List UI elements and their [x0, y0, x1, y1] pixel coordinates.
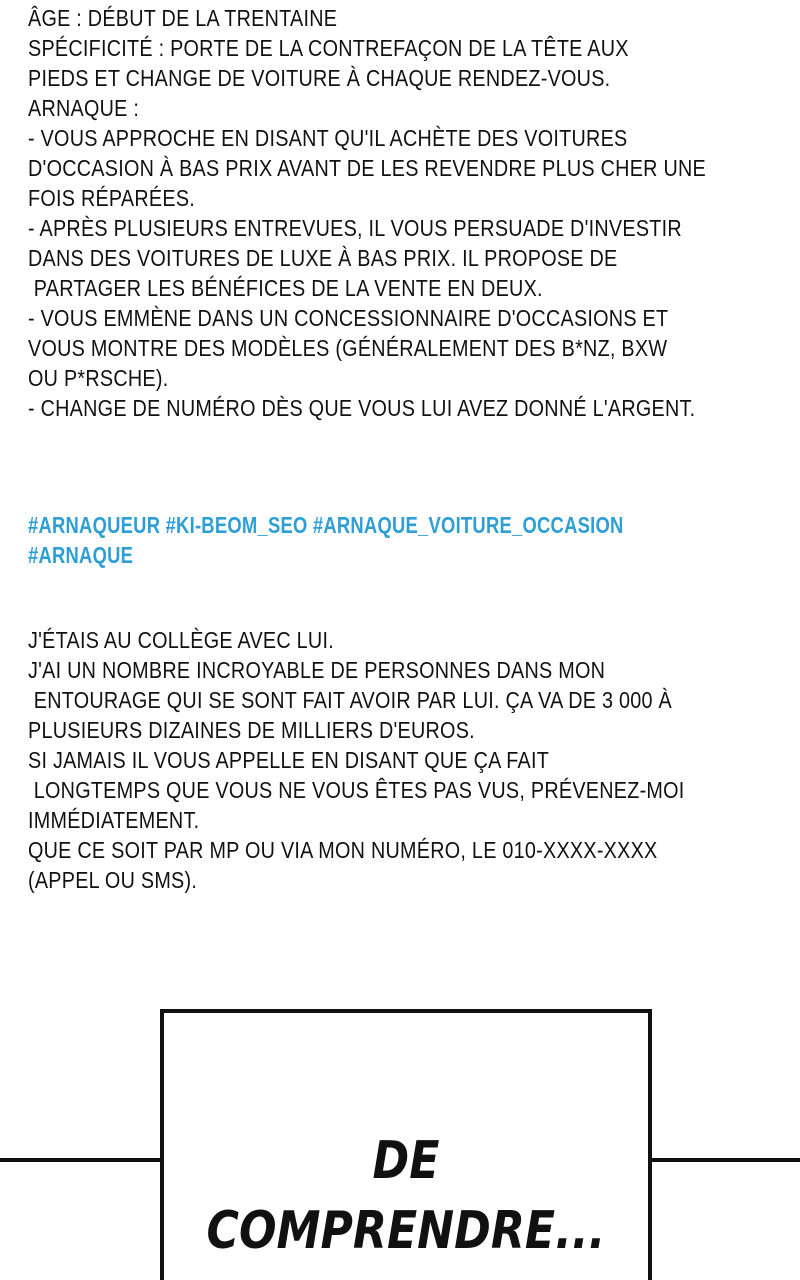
- text-line: - VOUS EMMÈNE DANS UN CONCESSIONNAIRE D'OCCASIONS ET: [28, 305, 669, 331]
- text-line: VOUS MONTRE DES MODÈLES (GÉNÉRALEMENT DES B*NZ, BXW: [28, 335, 668, 361]
- text-line: - VOUS APPROCHE EN DISANT QU'IL ACHÈTE DES VOITURES: [28, 125, 628, 151]
- text-line: (APPEL OU SMS).: [28, 867, 198, 893]
- text-line: ARNAQUE :: [28, 95, 140, 121]
- hashtag-line[interactable]: #ARNAQUEUR #KI-BEOM_SEO #ARNAQUE_VOITURE_OCCASION: [28, 512, 624, 538]
- panel-line-left: [0, 1158, 162, 1162]
- text-line: DANS DES VOITURES DE LUXE À BAS PRIX. IL PROPOSE DE: [28, 245, 618, 271]
- caption-line-2: COMPRENDRE...: [206, 1201, 606, 1261]
- hashtag-line[interactable]: #ARNAQUE: [28, 542, 134, 568]
- text-line: ÂGE : DÉBUT DE LA TRENTAINE: [28, 5, 338, 31]
- text-line: PLUSIEURS DIZAINES DE MILLIERS D'EUROS.: [28, 717, 475, 743]
- text-line: - APRÈS PLUSIEURS ENTREVUES, IL VOUS PERSUADE D'INVESTIR: [28, 215, 682, 241]
- caption-box: [160, 1009, 652, 1280]
- text-line: FOIS RÉPARÉES.: [28, 185, 196, 211]
- text-line: SI JAMAIS IL VOUS APPELLE EN DISANT QUE ÇA FAIT: [28, 747, 550, 773]
- text-line: SPÉCIFICITÉ : PORTE DE LA CONTREFAÇON DE LA TÊTE AUX: [28, 35, 629, 61]
- text-line: IMMÉDIATEMENT.: [28, 807, 200, 833]
- text-line: ENTOURAGE QUI SE SONT FAIT AVOIR PAR LUI. ÇA VA DE 3 000 À: [28, 687, 672, 713]
- text-line: QUE CE SOIT PAR MP OU VIA MON NUMÉRO, LE 010-XXXX-XXXX: [28, 837, 658, 863]
- text-line: D'OCCASION À BAS PRIX AVANT DE LES REVENDRE PLUS CHER UNE: [28, 155, 706, 181]
- text-line: - CHANGE DE NUMÉRO DÈS QUE VOUS LUI AVEZ DONNÉ L'ARGENT.: [28, 395, 696, 421]
- text-line: OU P*RSCHE).: [28, 365, 169, 391]
- text-line: J'ÉTAIS AU COLLÈGE AVEC LUI.: [28, 627, 334, 653]
- caption-line-1: DE: [372, 1131, 440, 1191]
- text-line: PIEDS ET CHANGE DE VOITURE À CHAQUE RENDEZ-VOUS.: [28, 65, 611, 91]
- text-line: PARTAGER LES BÉNÉFICES DE LA VENTE EN DEUX.: [28, 275, 543, 301]
- text-line: J'AI UN NOMBRE INCROYABLE DE PERSONNES DANS MON: [28, 657, 606, 683]
- text-line: LONGTEMPS QUE VOUS NE VOUS ÊTES PAS VUS, PRÉVENEZ-MOI: [28, 777, 685, 803]
- panel-line-right: [648, 1158, 800, 1162]
